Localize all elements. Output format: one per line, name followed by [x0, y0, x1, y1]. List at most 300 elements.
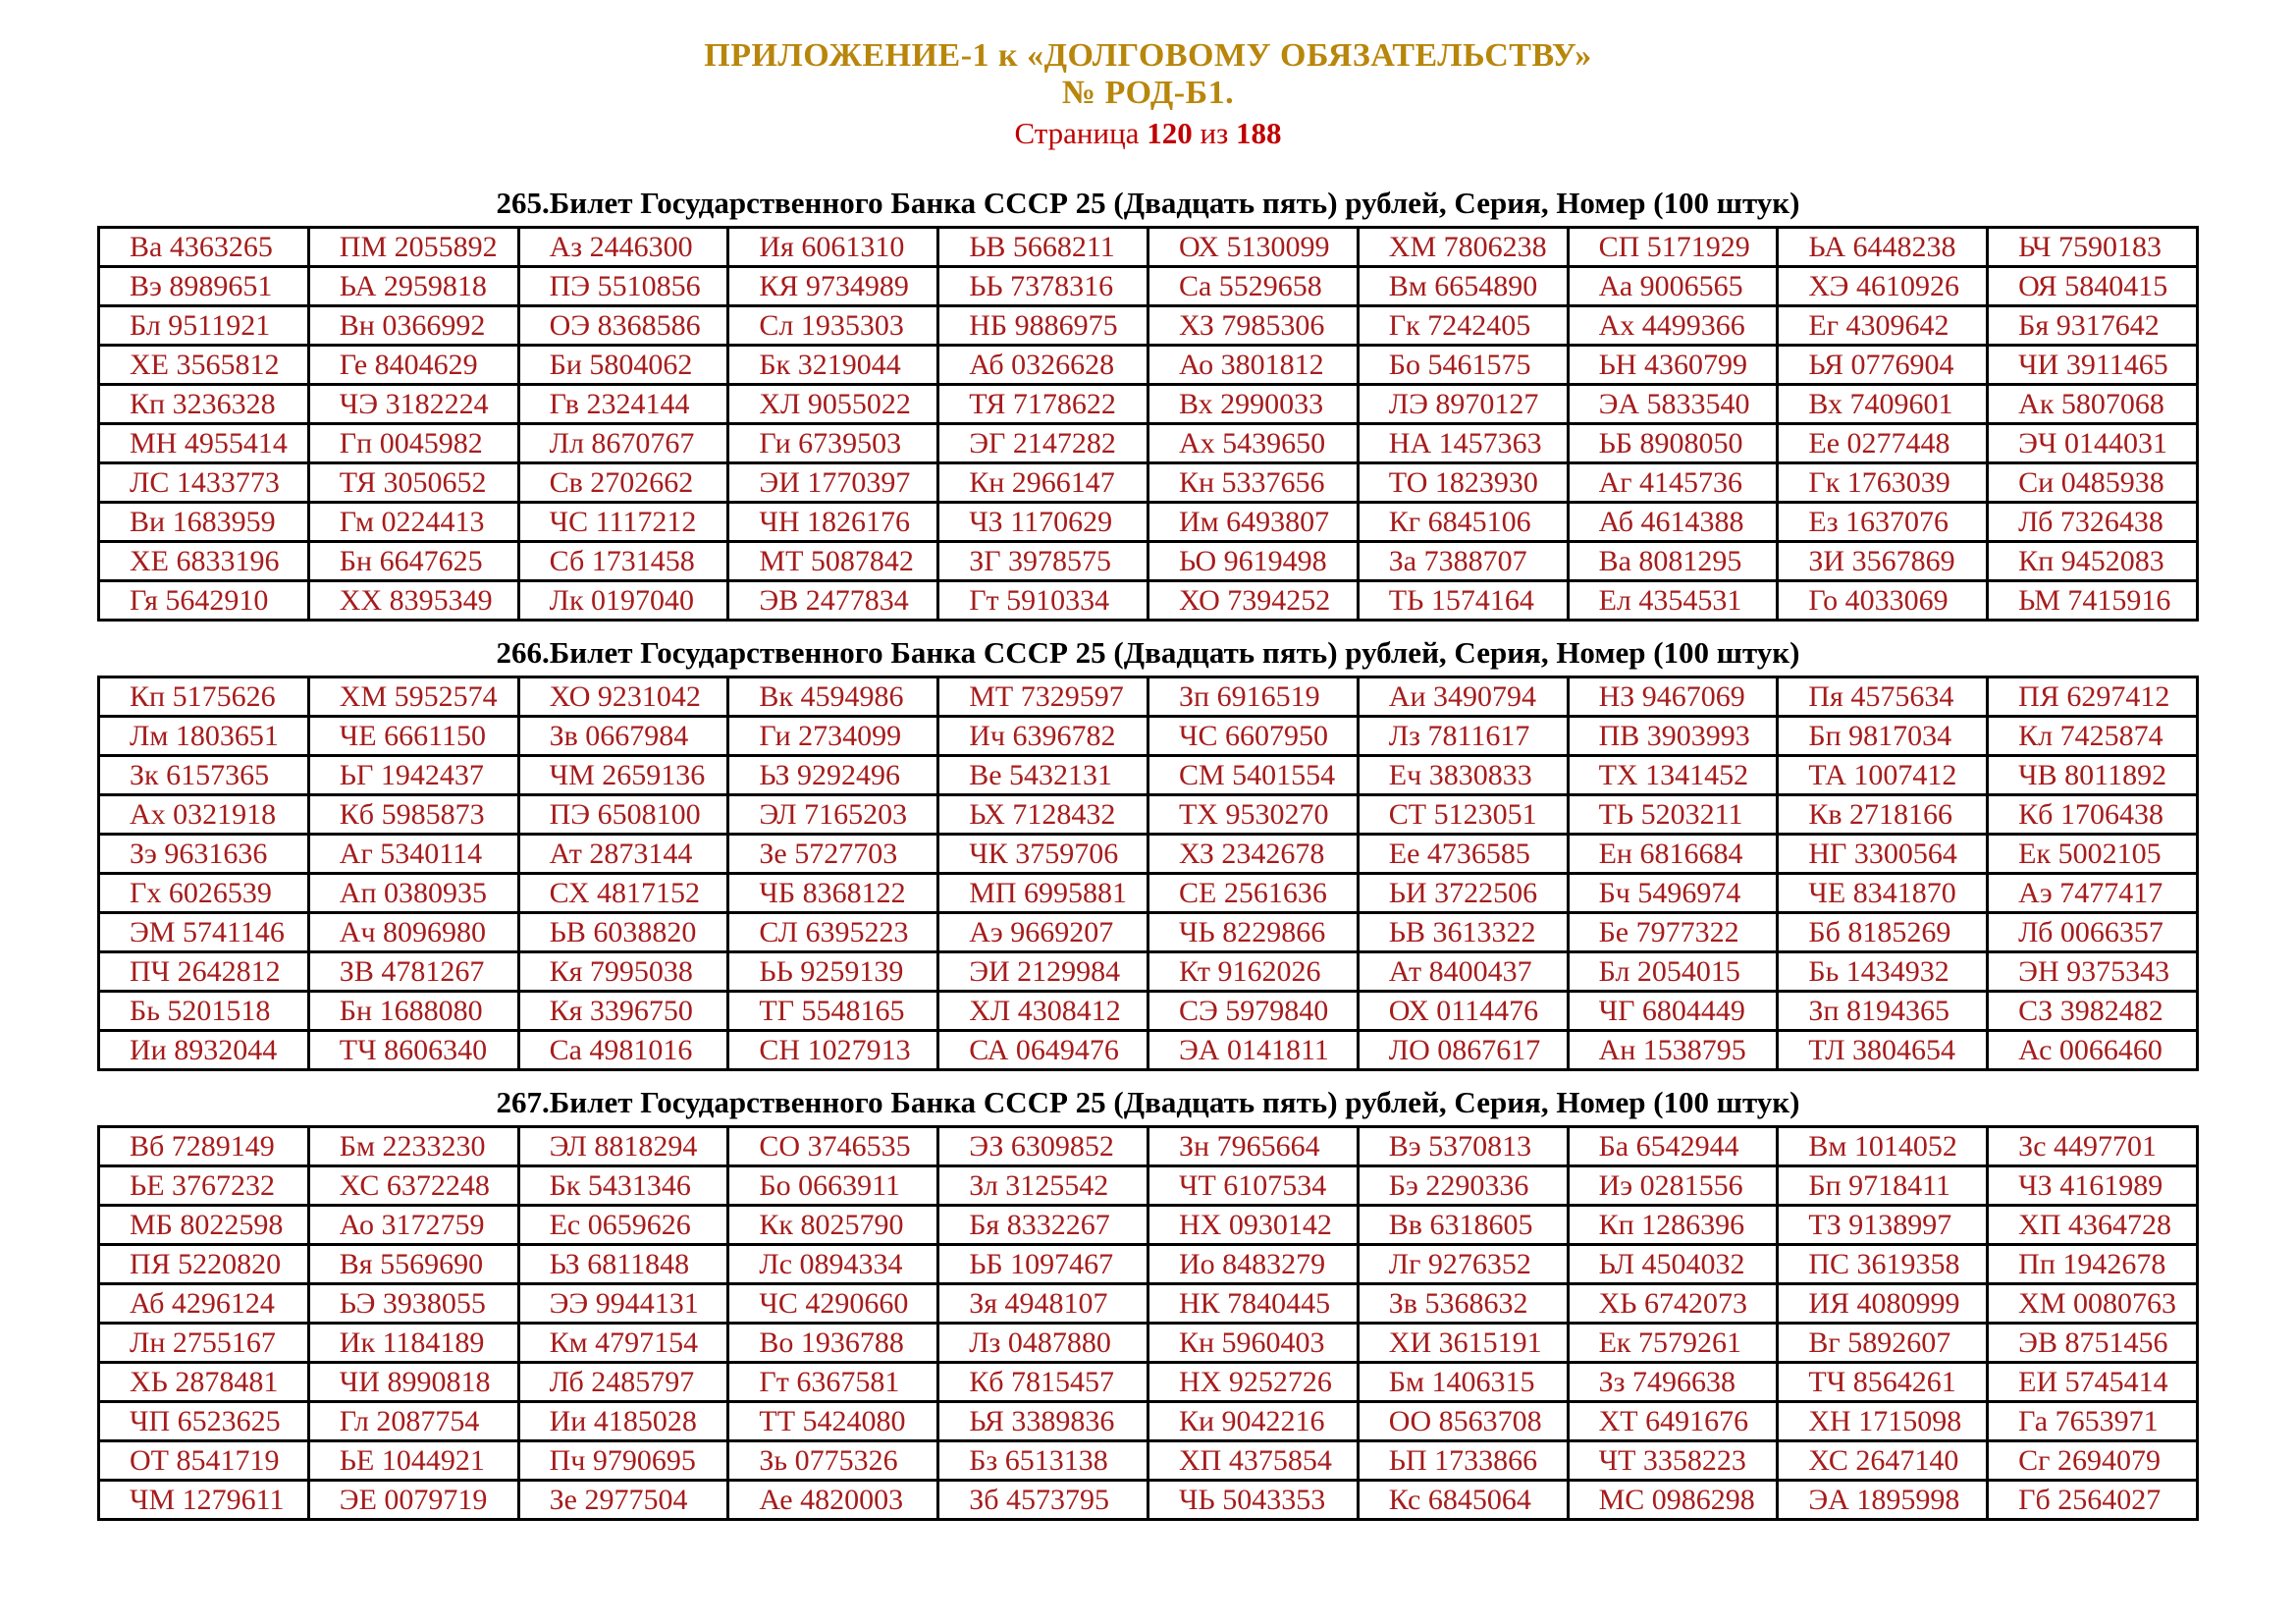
- serial-cell: Зн 7965664: [1148, 1127, 1358, 1166]
- serial-cell: Аа 9006565: [1568, 267, 1778, 306]
- serial-cell: ЬМ 7415916: [1988, 581, 2198, 621]
- serial-cell: МТ 7329597: [938, 677, 1148, 717]
- serial-row: [99, 677, 2198, 717]
- serial-cell: СТ 5123051: [1358, 795, 1568, 835]
- serial-cell: Гт 6367581: [728, 1363, 938, 1402]
- serial-cell: ЧЗ 4161989: [1988, 1166, 2198, 1206]
- serial-cell: Ги 6739503: [728, 424, 938, 463]
- serial-cell: ЬН 4360799: [1568, 346, 1778, 385]
- serial-cell: ЬЕ 3767232: [99, 1166, 309, 1206]
- serial-cell: Бя 9317642: [1988, 306, 2198, 346]
- serial-cell: ТХ 1341452: [1568, 756, 1778, 795]
- serial-cell: ТЧ 8564261: [1778, 1363, 1988, 1402]
- serial-cell: ЧЗ 1170629: [938, 503, 1148, 542]
- serial-cell: ЬХ 7128432: [938, 795, 1148, 835]
- serial-cell: Ат 8400437: [1358, 952, 1568, 992]
- serial-row: [99, 1245, 2198, 1284]
- serial-cell: Зп 8194365: [1778, 992, 1988, 1031]
- serial-cell: Зл 3125542: [938, 1166, 1148, 1206]
- serial-row: [99, 581, 2198, 621]
- serial-cell: ЬЧ 7590183: [1988, 228, 2198, 267]
- serial-cell: ХС 6372248: [308, 1166, 518, 1206]
- serial-row: [99, 1481, 2198, 1520]
- serial-cell: Иэ 0281556: [1568, 1166, 1778, 1206]
- serial-cell: Гп 0045982: [308, 424, 518, 463]
- serial-cell: ЛЭ 8970127: [1358, 385, 1568, 424]
- serial-cell: Гк 1763039: [1778, 463, 1988, 503]
- serial-cell: ЧМ 2659136: [518, 756, 728, 795]
- serial-cell: Лз 0487880: [938, 1324, 1148, 1363]
- serial-cell: МП 6995881: [938, 874, 1148, 913]
- serial-cell: Сл 1935303: [728, 306, 938, 346]
- serial-cell: ПЭ 5510856: [518, 267, 728, 306]
- serial-row: [99, 913, 2198, 952]
- serial-cell: ЗВ 4781267: [308, 952, 518, 992]
- serial-cell: ЧТ 6107534: [1148, 1166, 1358, 1206]
- serial-cell: Лк 0197040: [518, 581, 728, 621]
- serial-cell: Пп 1942678: [1988, 1245, 2198, 1284]
- serial-cell: ПЧ 2642812: [99, 952, 309, 992]
- serial-cell: ПЭ 6508100: [518, 795, 728, 835]
- serial-cell: Ен 6816684: [1568, 835, 1778, 874]
- serial-row: [99, 463, 2198, 503]
- serial-cell: Кл 7425874: [1988, 717, 2198, 756]
- serial-cell: ЧЬ 5043353: [1148, 1481, 1358, 1520]
- serial-cell: ЬВ 5668211: [938, 228, 1148, 267]
- serial-cell: Ее 4736585: [1358, 835, 1568, 874]
- serial-cell: ЬЗ 6811848: [518, 1245, 728, 1284]
- serial-cell: ЧЕ 8341870: [1778, 874, 1988, 913]
- serial-cell: ЭИ 2129984: [938, 952, 1148, 992]
- serial-cell: Зэ 9631636: [99, 835, 309, 874]
- serial-cell: ХЗ 7985306: [1148, 306, 1358, 346]
- serial-cell: ТТ 5424080: [728, 1402, 938, 1441]
- serial-cell: ХС 2647140: [1778, 1441, 1988, 1481]
- serial-cell: Аз 2446300: [518, 228, 728, 267]
- serial-cell: Вм 6654890: [1358, 267, 1568, 306]
- serial-cell: Ки 9042216: [1148, 1402, 1358, 1441]
- serial-cell: Зз 7496638: [1568, 1363, 1778, 1402]
- serial-cell: СН 1027913: [728, 1031, 938, 1070]
- serial-cell: СА 0649476: [938, 1031, 1148, 1070]
- serial-cell: Ги 2734099: [728, 717, 938, 756]
- serial-cell: ХЬ 2878481: [99, 1363, 309, 1402]
- serial-row: [99, 1031, 2198, 1070]
- serial-cell: Зс 4497701: [1988, 1127, 2198, 1166]
- serial-cell: ЗГ 3978575: [938, 542, 1148, 581]
- serial-cell: Кб 5985873: [308, 795, 518, 835]
- serial-cell: Ва 4363265: [99, 228, 309, 267]
- serial-cell: Пя 4575634: [1778, 677, 1988, 717]
- serial-cell: ЧС 6607950: [1148, 717, 1358, 756]
- serial-cell: Ии 8932044: [99, 1031, 309, 1070]
- serial-cell: Зв 5368632: [1358, 1284, 1568, 1324]
- serial-cell: ТЗ 9138997: [1778, 1206, 1988, 1245]
- serial-cell: ХМ 5952574: [308, 677, 518, 717]
- serial-cell: Лм 1803651: [99, 717, 309, 756]
- serial-cell: Лз 7811617: [1358, 717, 1568, 756]
- serial-cell: ЬП 1733866: [1358, 1441, 1568, 1481]
- table-caption-266: 266.Билет Государственного Банка СССР 25 (Двадцать пять) рублей, Серия, Номер (100 штук): [496, 635, 1800, 671]
- table-caption-267: 267.Билет Государственного Банка СССР 25 (Двадцать пять) рублей, Серия, Номер (100 штук): [496, 1085, 1800, 1120]
- serial-cell: НК 7840445: [1148, 1284, 1358, 1324]
- serial-cell: ЧГ 6804449: [1568, 992, 1778, 1031]
- serial-cell: Бб 8185269: [1778, 913, 1988, 952]
- document-subtitle: № РОД-Б1.: [1061, 75, 1235, 112]
- serial-cell: ХМ 0080763: [1988, 1284, 2198, 1324]
- serial-cell: Бп 9718411: [1778, 1166, 1988, 1206]
- serial-cell: Гв 2324144: [518, 385, 728, 424]
- serial-cell: ЭГ 2147282: [938, 424, 1148, 463]
- serial-cell: ЧМ 1279611: [99, 1481, 309, 1520]
- serial-cell: Ви 1683959: [99, 503, 309, 542]
- serial-cell: Км 4797154: [518, 1324, 728, 1363]
- serial-cell: ПМ 2055892: [308, 228, 518, 267]
- serial-cell: ЭА 5833540: [1568, 385, 1778, 424]
- serial-cell: Гт 5910334: [938, 581, 1148, 621]
- serial-cell: ЧП 6523625: [99, 1402, 309, 1441]
- serial-cell: ХЬ 6742073: [1568, 1284, 1778, 1324]
- serial-cell: Вн 0366992: [308, 306, 518, 346]
- serial-row: [99, 1127, 2198, 1166]
- serial-row: [99, 1166, 2198, 1206]
- serial-cell: Ес 0659626: [518, 1206, 728, 1245]
- serial-cell: СЗ 3982482: [1988, 992, 2198, 1031]
- serial-cell: Бе 7977322: [1568, 913, 1778, 952]
- serial-cell: Ва 8081295: [1568, 542, 1778, 581]
- serial-cell: Аг 5340114: [308, 835, 518, 874]
- serial-cell: Бо 0663911: [728, 1166, 938, 1206]
- serial-cell: Ик 1184189: [308, 1324, 518, 1363]
- serial-cell: Ио 8483279: [1148, 1245, 1358, 1284]
- serial-cell: Ек 5002105: [1988, 835, 2198, 874]
- serial-cell: ТА 1007412: [1778, 756, 1988, 795]
- serial-cell: ЬА 6448238: [1778, 228, 1988, 267]
- serial-cell: Вг 5892607: [1778, 1324, 1988, 1363]
- serial-cell: За 7388707: [1358, 542, 1568, 581]
- serial-cell: Св 2702662: [518, 463, 728, 503]
- serial-row: [99, 542, 2198, 581]
- serial-cell: Ба 6542944: [1568, 1127, 1778, 1166]
- serial-cell: Вэ 8989651: [99, 267, 309, 306]
- serial-cell: Ат 2873144: [518, 835, 728, 874]
- serial-cell: Вх 7409601: [1778, 385, 1988, 424]
- serial-row: [99, 952, 2198, 992]
- serial-cell: СМ 5401554: [1148, 756, 1358, 795]
- serial-table-265: [97, 226, 2199, 622]
- serial-cell: Ае 4820003: [728, 1481, 938, 1520]
- serial-cell: КЯ 9734989: [728, 267, 938, 306]
- serial-row: [99, 835, 2198, 874]
- serial-cell: Вк 4594986: [728, 677, 938, 717]
- page-current: 120: [1147, 116, 1193, 151]
- serial-row: [99, 385, 2198, 424]
- serial-cell: Гб 2564027: [1988, 1481, 2198, 1520]
- serial-cell: Бм 2233230: [308, 1127, 518, 1166]
- serial-table-267: [97, 1125, 2199, 1521]
- serial-cell: Лл 8670767: [518, 424, 728, 463]
- serial-cell: ОХ 0114476: [1358, 992, 1568, 1031]
- serial-cell: Лн 2755167: [99, 1324, 309, 1363]
- serial-cell: Еч 3830833: [1358, 756, 1568, 795]
- serial-cell: ЛО 0867617: [1358, 1031, 1568, 1070]
- serial-row: [99, 1363, 2198, 1402]
- serial-cell: ЬБ 1097467: [938, 1245, 1148, 1284]
- serial-row: [99, 228, 2198, 267]
- serial-cell: Бч 5496974: [1568, 874, 1778, 913]
- serial-cell: ХХ 8395349: [308, 581, 518, 621]
- serial-cell: Пч 9790695: [518, 1441, 728, 1481]
- serial-cell: ЬИ 3722506: [1358, 874, 1568, 913]
- serial-cell: Ао 3172759: [308, 1206, 518, 1245]
- serial-cell: ХЛ 9055022: [728, 385, 938, 424]
- serial-cell: Вх 2990033: [1148, 385, 1358, 424]
- serial-cell: Ел 4354531: [1568, 581, 1778, 621]
- serial-cell: ТГ 5548165: [728, 992, 938, 1031]
- serial-cell: Кп 5175626: [99, 677, 309, 717]
- serial-cell: ЬВ 3613322: [1358, 913, 1568, 952]
- serial-cell: Ах 4499366: [1568, 306, 1778, 346]
- serial-cell: Бн 6647625: [308, 542, 518, 581]
- serial-cell: ТЛ 3804654: [1778, 1031, 1988, 1070]
- serial-cell: ЭВ 2477834: [728, 581, 938, 621]
- serial-cell: Бп 9817034: [1778, 717, 1988, 756]
- serial-cell: Кн 5960403: [1148, 1324, 1358, 1363]
- serial-cell: ЬЯ 0776904: [1778, 346, 1988, 385]
- page-total: 188: [1236, 116, 1282, 151]
- serial-cell: ЧК 3759706: [938, 835, 1148, 874]
- serial-cell: Бк 5431346: [518, 1166, 728, 1206]
- serial-cell: ЧЭ 3182224: [308, 385, 518, 424]
- serial-cell: НХ 0930142: [1148, 1206, 1358, 1245]
- serial-cell: МТ 5087842: [728, 542, 938, 581]
- serial-cell: Кн 2966147: [938, 463, 1148, 503]
- serial-cell: Бн 1688080: [308, 992, 518, 1031]
- serial-cell: ХП 4364728: [1988, 1206, 2198, 1245]
- serial-cell: ХЭ 4610926: [1778, 267, 1988, 306]
- serial-row: [99, 874, 2198, 913]
- serial-cell: ЬЭ 3938055: [308, 1284, 518, 1324]
- serial-cell: Вв 6318605: [1358, 1206, 1568, 1245]
- serial-cell: ЬЬ 7378316: [938, 267, 1148, 306]
- page-indicator: [0, 117, 2296, 150]
- serial-cell: Кв 2718166: [1778, 795, 1988, 835]
- serial-cell: ЭЭ 9944131: [518, 1284, 728, 1324]
- serial-cell: Гм 0224413: [308, 503, 518, 542]
- serial-row: [99, 1284, 2198, 1324]
- serial-cell: ПЯ 6297412: [1988, 677, 2198, 717]
- serial-cell: Вм 1014052: [1778, 1127, 1988, 1166]
- serial-cell: Ее 0277448: [1778, 424, 1988, 463]
- serial-cell: НЗ 9467069: [1568, 677, 1778, 717]
- serial-cell: ИЯ 4080999: [1778, 1284, 1988, 1324]
- serial-cell: СХ 4817152: [518, 874, 728, 913]
- serial-cell: Бэ 2290336: [1358, 1166, 1568, 1206]
- serial-cell: ТЯ 7178622: [938, 385, 1148, 424]
- serial-cell: Зе 2977504: [518, 1481, 728, 1520]
- serial-cell: ЭЕ 0079719: [308, 1481, 518, 1520]
- serial-cell: ЬО 9619498: [1148, 542, 1358, 581]
- serial-cell: ХЕ 6833196: [99, 542, 309, 581]
- serial-cell: Вя 5569690: [308, 1245, 518, 1284]
- serial-cell: ХЛ 4308412: [938, 992, 1148, 1031]
- serial-row: [99, 306, 2198, 346]
- serial-cell: СЭ 5979840: [1148, 992, 1358, 1031]
- serial-cell: ЭА 0141811: [1148, 1031, 1358, 1070]
- serial-cell: ЬЬ 9259139: [728, 952, 938, 992]
- serial-cell: Лб 7326438: [1988, 503, 2198, 542]
- serial-cell: Ак 5807068: [1988, 385, 2198, 424]
- serial-cell: Бм 1406315: [1358, 1363, 1568, 1402]
- serial-cell: Ан 1538795: [1568, 1031, 1778, 1070]
- serial-cell: ЭИ 1770397: [728, 463, 938, 503]
- serial-row: [99, 424, 2198, 463]
- serial-cell: НА 1457363: [1358, 424, 1568, 463]
- serial-cell: Зь 0775326: [728, 1441, 938, 1481]
- serial-cell: Зе 5727703: [728, 835, 938, 874]
- serial-cell: Зк 6157365: [99, 756, 309, 795]
- serial-cell: Бя 8332267: [938, 1206, 1148, 1245]
- serial-cell: Им 6493807: [1148, 503, 1358, 542]
- serial-cell: МН 4955414: [99, 424, 309, 463]
- serial-cell: ЗИ 3567869: [1778, 542, 1988, 581]
- serial-cell: Сг 2694079: [1988, 1441, 2198, 1481]
- serial-cell: Бл 2054015: [1568, 952, 1778, 992]
- serial-row: [99, 503, 2198, 542]
- serial-cell: Вб 7289149: [99, 1127, 309, 1166]
- serial-row: [99, 346, 2198, 385]
- serial-row: [99, 795, 2198, 835]
- serial-cell: Гк 7242405: [1358, 306, 1568, 346]
- serial-cell: Га 7653971: [1988, 1402, 2198, 1441]
- serial-row: [99, 1206, 2198, 1245]
- serial-cell: Лс 0894334: [728, 1245, 938, 1284]
- serial-row: [99, 267, 2198, 306]
- serial-cell: Аэ 9669207: [938, 913, 1148, 952]
- serial-cell: ХО 7394252: [1148, 581, 1358, 621]
- serial-row: [99, 756, 2198, 795]
- serial-cell: Ап 0380935: [308, 874, 518, 913]
- serial-cell: ЬВ 6038820: [518, 913, 728, 952]
- serial-table-266: [97, 676, 2199, 1071]
- serial-cell: ПС 3619358: [1778, 1245, 1988, 1284]
- serial-cell: ОТ 8541719: [99, 1441, 309, 1481]
- serial-cell: Ач 8096980: [308, 913, 518, 952]
- serial-row: [99, 992, 2198, 1031]
- serial-row: [99, 1441, 2198, 1481]
- serial-cell: ОЯ 5840415: [1988, 267, 2198, 306]
- serial-cell: ЧИ 8990818: [308, 1363, 518, 1402]
- serial-cell: Гл 2087754: [308, 1402, 518, 1441]
- serial-cell: НБ 9886975: [938, 306, 1148, 346]
- serial-cell: Го 4033069: [1778, 581, 1988, 621]
- serial-cell: ТО 1823930: [1358, 463, 1568, 503]
- serial-cell: Бк 3219044: [728, 346, 938, 385]
- serial-cell: Аи 3490794: [1358, 677, 1568, 717]
- serial-row: [99, 1402, 2198, 1441]
- serial-cell: Кс 6845064: [1358, 1481, 1568, 1520]
- serial-cell: Аб 4614388: [1568, 503, 1778, 542]
- serial-cell: МБ 8022598: [99, 1206, 309, 1245]
- serial-cell: Кб 7815457: [938, 1363, 1148, 1402]
- serial-cell: Зп 6916519: [1148, 677, 1358, 717]
- serial-cell: Кп 3236328: [99, 385, 309, 424]
- serial-cell: Зв 0667984: [518, 717, 728, 756]
- serial-cell: ТЯ 3050652: [308, 463, 518, 503]
- serial-cell: Кг 6845106: [1358, 503, 1568, 542]
- serial-cell: Бл 9511921: [99, 306, 309, 346]
- serial-cell: Са 4981016: [518, 1031, 728, 1070]
- serial-cell: МС 0986298: [1568, 1481, 1778, 1520]
- serial-cell: ЛС 1433773: [99, 463, 309, 503]
- serial-cell: ОЭ 8368586: [518, 306, 728, 346]
- serial-cell: ХТ 6491676: [1568, 1402, 1778, 1441]
- serial-cell: Вэ 5370813: [1358, 1127, 1568, 1166]
- serial-cell: ЧС 1117212: [518, 503, 728, 542]
- serial-cell: Ве 5432131: [938, 756, 1148, 795]
- page-of-label: из: [1200, 116, 1229, 151]
- serial-cell: НГ 3300564: [1778, 835, 1988, 874]
- serial-cell: СЕ 2561636: [1148, 874, 1358, 913]
- document-title: ПРИЛОЖЕНИЕ-1 к «ДОЛГОВОМУ ОБЯЗАТЕЛЬСТВУ»: [704, 37, 1592, 74]
- serial-cell: ТЧ 8606340: [308, 1031, 518, 1070]
- serial-cell: ЧЕ 6661150: [308, 717, 518, 756]
- serial-cell: ХЗ 2342678: [1148, 835, 1358, 874]
- serial-cell: ХП 4375854: [1148, 1441, 1358, 1481]
- serial-cell: ХН 1715098: [1778, 1402, 1988, 1441]
- serial-cell: Бь 5201518: [99, 992, 309, 1031]
- page-indicator-label: Страница: [1014, 116, 1140, 151]
- serial-cell: Гх 6026539: [99, 874, 309, 913]
- serial-cell: Кн 5337656: [1148, 463, 1358, 503]
- serial-cell: ЬГ 1942437: [308, 756, 518, 795]
- serial-cell: Кя 7995038: [518, 952, 728, 992]
- serial-cell: ЕИ 5745414: [1988, 1363, 2198, 1402]
- serial-cell: ХО 9231042: [518, 677, 728, 717]
- serial-cell: ОО 8563708: [1358, 1402, 1568, 1441]
- serial-cell: ЬЛ 4504032: [1568, 1245, 1778, 1284]
- serial-cell: Лб 0066357: [1988, 913, 2198, 952]
- serial-cell: ТЬ 1574164: [1358, 581, 1568, 621]
- serial-cell: ЬЯ 3389836: [938, 1402, 1148, 1441]
- serial-cell: Аб 4296124: [99, 1284, 309, 1324]
- serial-cell: Ао 3801812: [1148, 346, 1358, 385]
- serial-cell: ЭА 1895998: [1778, 1481, 1988, 1520]
- serial-cell: ЭЛ 8818294: [518, 1127, 728, 1166]
- serial-cell: Сб 1731458: [518, 542, 728, 581]
- serial-cell: Ез 1637076: [1778, 503, 1988, 542]
- serial-cell: Аб 0326628: [938, 346, 1148, 385]
- table-caption-265: 265.Билет Государственного Банка СССР 25 (Двадцать пять) рублей, Серия, Номер (100 штук): [496, 186, 1800, 221]
- serial-cell: Лб 2485797: [518, 1363, 728, 1402]
- serial-cell: Кя 3396750: [518, 992, 728, 1031]
- serial-cell: Са 5529658: [1148, 267, 1358, 306]
- serial-cell: ЬБ 8908050: [1568, 424, 1778, 463]
- serial-cell: ЭМ 5741146: [99, 913, 309, 952]
- serial-cell: ЧИ 3911465: [1988, 346, 2198, 385]
- serial-cell: ЭН 9375343: [1988, 952, 2198, 992]
- serial-cell: ЧС 4290660: [728, 1284, 938, 1324]
- serial-cell: ПЯ 5220820: [99, 1245, 309, 1284]
- serial-cell: ХИ 3615191: [1358, 1324, 1568, 1363]
- serial-cell: Бо 5461575: [1358, 346, 1568, 385]
- serial-cell: ОХ 5130099: [1148, 228, 1358, 267]
- serial-cell: ЧТ 3358223: [1568, 1441, 1778, 1481]
- serial-cell: Кт 9162026: [1148, 952, 1358, 992]
- serial-cell: Си 0485938: [1988, 463, 2198, 503]
- serial-cell: Гя 5642910: [99, 581, 309, 621]
- serial-cell: СП 5171929: [1568, 228, 1778, 267]
